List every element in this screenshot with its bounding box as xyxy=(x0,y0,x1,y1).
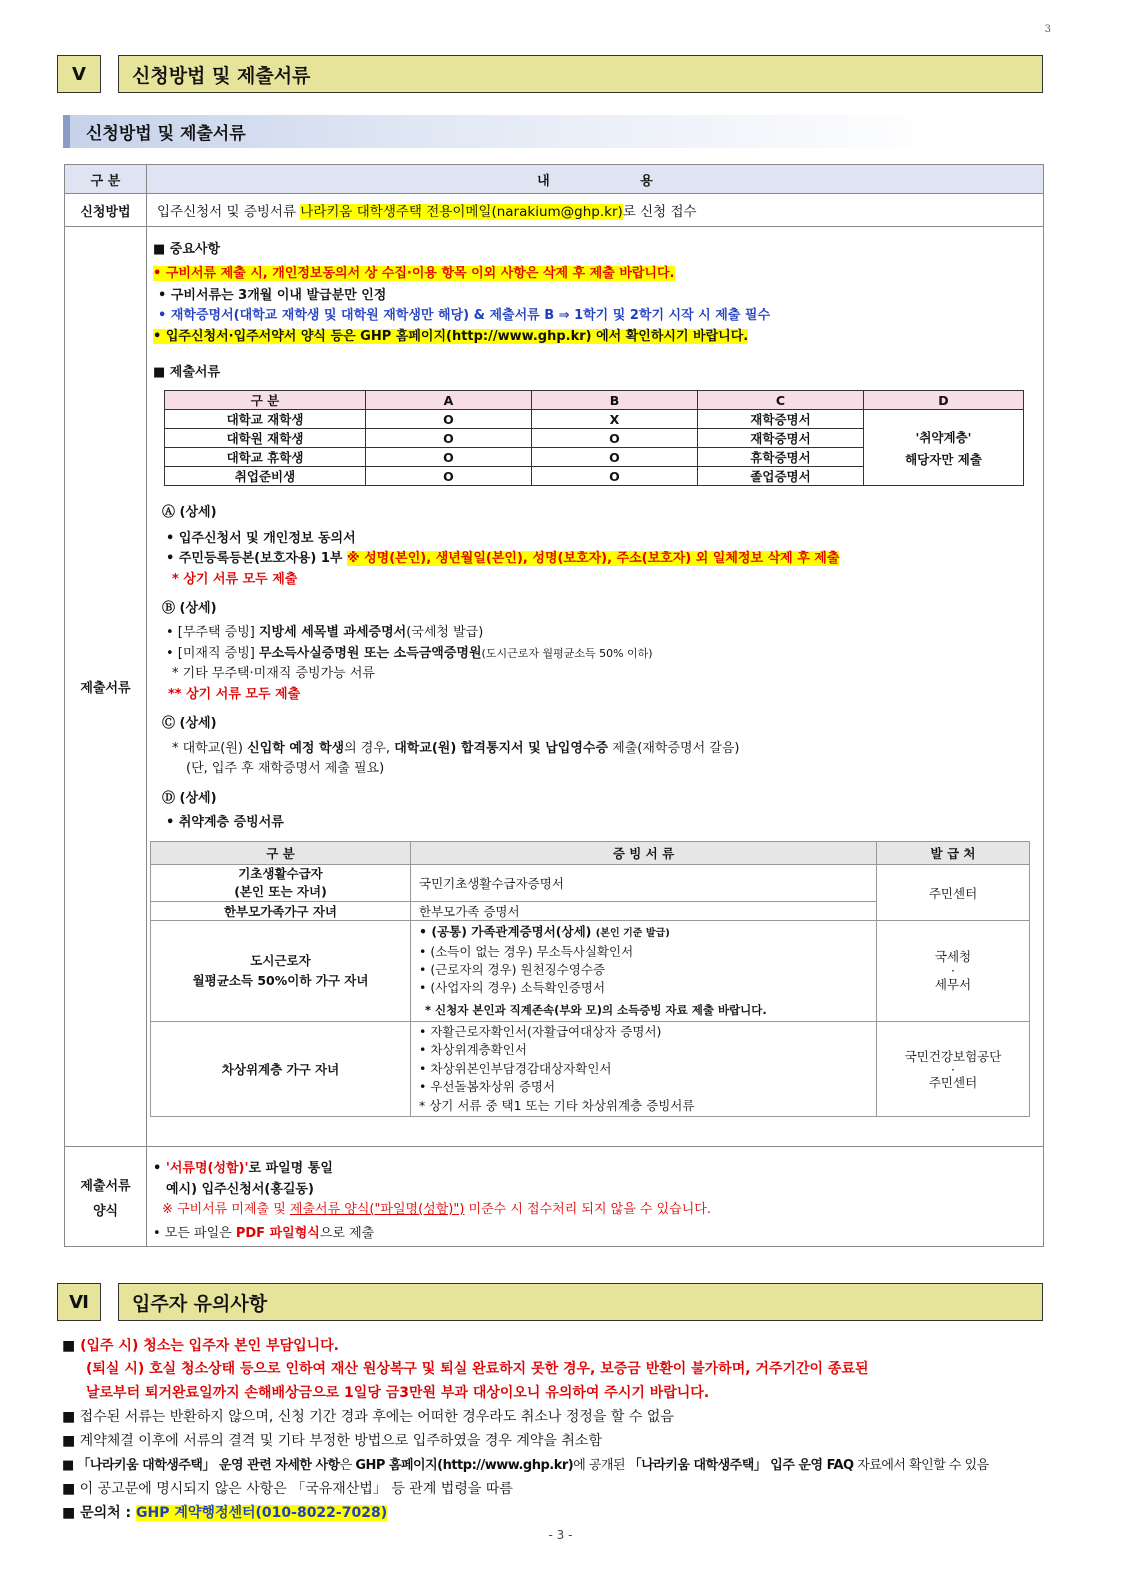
evidence-r2-category: 한부모가족가구 자녀 xyxy=(151,902,411,921)
evidence-r1-doc: 국민기초생활수급자증명서 xyxy=(411,865,877,902)
evidence-r4-doc-2: • 차상위계층확인서 xyxy=(419,1042,527,1058)
docs-row-1-a: O xyxy=(366,410,532,429)
section-5-header xyxy=(57,55,1043,93)
format-line-1: • '서류명(성함)'로 파일명 통일 xyxy=(153,1161,333,1176)
apply-email-highlight[interactable]: 나라키움 대학생주택 전용이메일(narakium@ghp.kr) xyxy=(300,204,623,220)
evidence-r1-category: 기초생활수급자 (본인 또는 자녀) xyxy=(151,865,411,902)
docs-row-2-cat: 대학원 재학생 xyxy=(165,429,366,448)
detail-b-item-3: * 기타 무주택·미재직 증빙가능 서류 xyxy=(172,666,375,681)
detail-c-title: Ⓒ (상세) xyxy=(162,716,217,731)
docs-row-4-b: O xyxy=(532,467,698,486)
docs-label: 제출서류 xyxy=(65,227,147,1147)
section-5-number: Ⅴ xyxy=(57,55,101,93)
evidence-r2-doc: 한부모가족 증명서 xyxy=(411,902,877,921)
evidence-r3-docs xyxy=(411,921,877,1022)
note-1b: (퇴실 시) 호실 청소상태 등으로 인하여 재산 원상복구 및 퇴실 완료하지 못한 경우, 보증금 반환이 불가하며, 거주기간이 종료된 xyxy=(86,1361,869,1377)
note-2: ■ 접수된 서류는 반환하지 않으며, 신청 기간 경과 후에는 어떠한 경우라도 취소나 정정을 할 수 없음 xyxy=(62,1409,674,1425)
evidence-header-issuer: 발 급 처 xyxy=(877,842,1030,865)
col-header-content: 내 용 xyxy=(147,165,1044,194)
docs-header-d: D xyxy=(864,391,1024,410)
format-label-line2: 양식 xyxy=(92,1203,119,1219)
evidence-r4-docs xyxy=(411,1022,877,1117)
detail-c-line-1: * 대학교(원) 신입학 예정 학생의 경우, 대학교(원) 합격통지서 및 납입영수증 제출(재학증명서 갈음) xyxy=(172,741,740,756)
evidence-r3-issuer: 국세청 · 세무서 xyxy=(877,921,1030,1022)
note-1a: ■ (입주 시) 청소는 입주자 본인 부담입니다. xyxy=(62,1338,339,1354)
detail-d-item-1: • 취약계층 증빙서류 xyxy=(166,815,284,830)
docs-row-3-b: O xyxy=(532,448,698,467)
detail-a-item-2: • 주민등록등본(보호자용) 1부 ※ 성명(본인), 생년월일(본인), 성명(보호자), 주소(보호자) 외 일체정보 삭제 후 제출 xyxy=(166,551,840,566)
evidence-table xyxy=(150,841,1030,1117)
evidence-r3-doc-3: • (근로자의 경우) 원천징수영수증 xyxy=(419,962,606,977)
format-label-line1: 제출서류 xyxy=(80,1178,131,1194)
section-6-number: Ⅵ xyxy=(57,1283,101,1321)
format-line-2: 예시) 입주신청서(홍길동) xyxy=(166,1182,314,1197)
evidence-header-docs: 증 빙 서 류 xyxy=(411,842,877,865)
important-item-2: • 구비서류는 3개월 이내 발급분만 인정 xyxy=(158,288,387,303)
docs-row-2-a: O xyxy=(366,429,532,448)
format-line-4: • 모든 파일은 PDF 파일형식으로 제출 xyxy=(153,1226,375,1241)
docs-d-note xyxy=(864,410,1024,486)
evidence-header-category: 구 분 xyxy=(151,842,411,865)
subheading-text: 신청방법 및 제출서류 xyxy=(86,124,246,144)
evidence-r3-doc-1: • (공통) 가족관계증명서(상세) (본인 기준 발급) xyxy=(419,924,670,939)
col-header-category: 구 분 xyxy=(65,165,147,194)
note-4: ■ 「나라키움 대학생주택」 운영 관련 자세한 사항은 GHP 홈페이지(http://www.ghp.kr)에 공개된 「나라키움 대학생주택」 입주 운영 FAQ 자료에서 확인할 수 있음 xyxy=(62,1458,989,1473)
docs-header-a: A xyxy=(366,391,532,410)
evidence-r4-doc-4: • 우선돌봄차상위 증명서 xyxy=(419,1079,556,1095)
docs-d-note-1: '취약계층' xyxy=(915,429,972,445)
apply-method-label: 신청방법 xyxy=(65,194,147,227)
subheading-bar xyxy=(63,115,70,148)
docs-row-1-b: X xyxy=(532,410,698,429)
docs-row-4-cat: 취업준비생 xyxy=(165,467,366,486)
docs-d-note-2: 해당자만 제출 xyxy=(905,451,982,467)
docs-row-4-c: 졸업증명서 xyxy=(698,467,864,486)
note-6-contact: ■ 문의처 : GHP 계약행정센터(010-8022-7028) xyxy=(62,1505,388,1521)
page-footer: - 3 - xyxy=(548,1528,573,1542)
docs-header-category: 구 분 xyxy=(165,391,366,410)
detail-a-item-1: • 입주신청서 및 개인정보 동의서 xyxy=(166,531,356,546)
evidence-r1-r2-issuer: 주민센터 xyxy=(877,865,1030,921)
important-item-4: • 입주신청서·입주서약서 양식 등은 GHP 홈페이지(http://www.ghp.kr) 에서 확인하시기 바랍니다. xyxy=(153,329,749,344)
docs-row-4-a: O xyxy=(366,467,532,486)
evidence-r4-doc-3: • 차상위본인부담경감대상자확인서 xyxy=(419,1060,612,1076)
evidence-r4-issuer: 국민건강보험공단 · 주민센터 xyxy=(877,1022,1030,1117)
important-title: ■ 중요사항 xyxy=(153,242,221,257)
subheading xyxy=(63,115,943,148)
evidence-r3-note: * 신청자 본인과 직계존속(부와 모)의 소득증빙 자료 제출 바랍니다. xyxy=(425,1003,767,1017)
section-6-header xyxy=(57,1283,1043,1321)
apply-method-post: 로 신청 접수 xyxy=(622,204,697,220)
page-number: 3 xyxy=(1044,24,1051,35)
docs-row-2-c: 재학증명서 xyxy=(698,429,864,448)
evidence-r3-doc-2: • (소득이 없는 경우) 무소득사실확인서 xyxy=(419,944,634,959)
detail-a-title: Ⓐ (상세) xyxy=(162,505,217,520)
note-3: ■ 계약체결 이후에 서류의 결격 및 기타 부정한 방법으로 입주하였을 경우 계약을 취소함 xyxy=(62,1433,602,1449)
detail-a-item-3: * 상기 서류 모두 제출 xyxy=(172,572,298,587)
evidence-r4-doc-5: * 상기 서류 중 택1 또는 기타 차상위계층 증빙서류 xyxy=(419,1097,695,1113)
detail-c-line-2: (단, 입주 후 재학증명서 제출 필요) xyxy=(186,761,385,776)
section-6-title: 입주자 유의사항 xyxy=(118,1283,1043,1321)
format-line-3: ※ 구비서류 미제출 및 제출서류 양식("파일명(성함)") 미준수 시 접수처리 되지 않을 수 있습니다. xyxy=(162,1202,711,1217)
detail-b-title: Ⓑ (상세) xyxy=(162,601,217,616)
apply-method-content xyxy=(147,194,1044,227)
evidence-r4-category: 차상위계층 가구 자녀 xyxy=(151,1022,411,1117)
evidence-r3-category: 도시근로자 월평균소득 50%이하 가구 자녀 xyxy=(151,921,411,1022)
docs-row-1-cat: 대학교 재학생 xyxy=(165,410,366,429)
docs-row-1-c: 재학증명서 xyxy=(698,410,864,429)
detail-d-title: Ⓓ (상세) xyxy=(162,791,217,806)
docs-row-3-cat: 대학교 휴학생 xyxy=(165,448,366,467)
docs-row-2-b: O xyxy=(532,429,698,448)
format-label xyxy=(65,1147,147,1247)
note-1c: 날로부터 퇴거완료일까지 손해배상금으로 1일당 금3만원 부과 대상이오니 유의하여 주시기 바랍니다. xyxy=(86,1385,710,1401)
docs-row-3-c: 휴학증명서 xyxy=(698,448,864,467)
detail-b-item-2: • [미재직 증빙] 무소득사실증명원 또는 소득금액증명원(도시근로자 월평균소득 50% 이하) xyxy=(166,646,653,661)
docs-row-3-a: O xyxy=(366,448,532,467)
note-5: ■ 이 공고문에 명시되지 않은 사항은 「국유재산법」 등 관계 법령을 따름 xyxy=(62,1481,513,1497)
section-5-title: 신청방법 및 제출서류 xyxy=(118,55,1043,93)
docs-header-b: B xyxy=(532,391,698,410)
detail-b-item-1: • [무주택 증빙] 지방세 세목별 과세증명서(국세청 발급) xyxy=(166,625,484,640)
evidence-r4-doc-1: • 자활근로자확인서(자활급여대상자 증명서) xyxy=(419,1023,662,1039)
important-item-3: • 재학증명서(대학교 재학생 및 대학원 재학생만 해당) & 제출서류 B ⇒ 1학기 및 2학기 시작 시 제출 필수 xyxy=(158,308,771,323)
docs-title: ■ 제출서류 xyxy=(153,365,221,380)
detail-b-item-4: ** 상기 서류 모두 제출 xyxy=(168,687,301,702)
docs-header-c: C xyxy=(698,391,864,410)
docs-matrix-table xyxy=(164,390,1024,486)
evidence-r3-doc-4: • (사업자의 경우) 소득확인증명서 xyxy=(419,980,606,995)
important-item-1: • 구비서류 제출 시, 개인정보동의서 상 수집·이용 항목 이외 사항은 삭제 후 제출 바랍니다. xyxy=(153,266,675,281)
apply-method-pre: 입주신청서 및 증빙서류 xyxy=(157,204,301,220)
